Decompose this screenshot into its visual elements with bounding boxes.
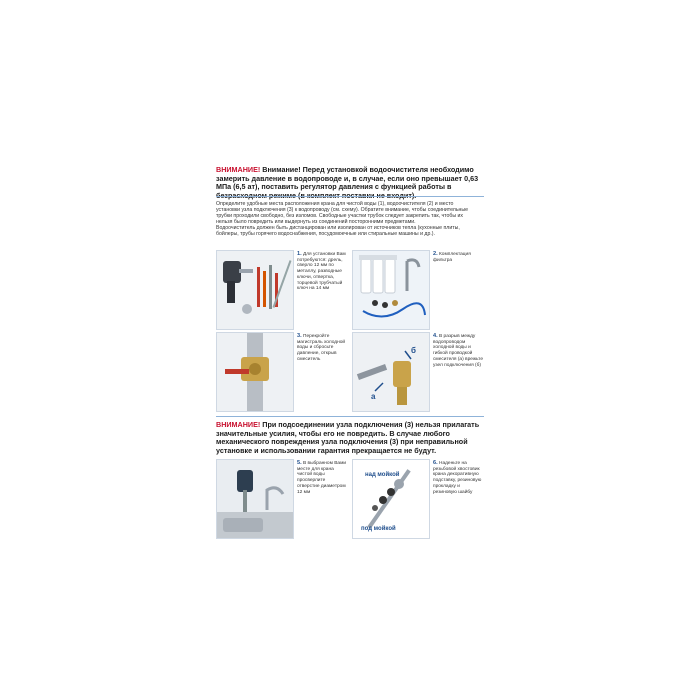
step-number: 5. [297,460,302,466]
intro-text [216,201,478,238]
step-1-text: 1. Для установки Вам потребуются: дрель, сверло 12 мм по металлу, разводные ключи, отвертка, торцевой трубчатый ключ на 14 мм [297,251,346,292]
step-3-text: 3. Перекройте магистраль холодной воды и сбросьте давление, открыв смеситель [297,333,346,362]
valve-illustration [217,333,293,411]
step-2-image [352,250,430,330]
label-above-sink: над мойкой [365,472,400,478]
label-a: а [371,392,376,401]
label-b: б [411,346,416,355]
intro-paragraph: Водоочиститель должен быть дистанцирован или изолирован от источников тепла (кухонные плиты, бойлеры, трубы горячего водоснабжения, посудомоечные или стиральные машины и др.). [216,225,460,238]
step-number: 6. [433,460,438,466]
tools-illustration [217,251,293,329]
warning-text: Внимание! Перед установкой водоочистителя необходимо замерить давление в водопроводе и, в случае, если оно превышает 0,63 МПа (6,5 ат), поставить регулятор давления с функцией работы в [216,165,479,192]
step-number: 1. [297,251,302,257]
warning-block-bottom [216,421,484,455]
step-3-image [216,332,294,412]
warning-text: При подсоединении узла подключения (3) нельзя прилагать значительные усилия, чтобы его не повредить. В случае любого механического повреждения узла подключения (3) при неправильной установке и использовании гарантия прекращается не будут. [216,420,480,455]
step-number: 2. [433,251,438,257]
step-number: 4. [433,333,438,339]
label-below-sink: под мойкой [361,526,396,532]
divider [216,196,484,197]
step-5-image [216,459,294,539]
tap-assembly-illustration [353,460,429,538]
filter-kit-illustration [353,251,429,329]
step-1-image [216,250,294,330]
step-2-text: 2. Комплектация фильтра [433,251,471,263]
warning-prefix: ВНИМАНИЕ! [216,420,261,429]
step-4-text: 4. В разрыв между водопроводом холодной воды и гибкой проводкой смесителя (а) врежьте узел подключения (б) [433,333,483,368]
step-6-text: 6. Наденьте на резьбовой хвостовик крана декоративную подставку, резиновую прокладку и резиновую шайбу [433,460,482,495]
step-6-image [352,459,430,539]
connection-node-illustration [353,333,429,411]
intro-paragraph: Определите удобные места расположения крана для чистой воды (1), водоочистителя (2) и место установки узла подключения (3) к водопроводу (см. схему). Обратите внимание, чтобы соединительные трубки проходили свободно, без изломов. Свободные участки трубок следует закрепить так, чтобы их нельзя было повредить или выдернуть из соединений посторонними предметами. [216,201,469,226]
divider [216,416,484,417]
drilling-sink-illustration [217,460,293,538]
step-4-image [352,332,430,412]
step-number: 3. [297,333,302,339]
step-5-text: 5. В выбранном Вами месте для крана чистой воды просверлите отверстие диаметром 12 мм [297,460,347,495]
warning-prefix: ВНИМАНИЕ! [216,165,261,174]
